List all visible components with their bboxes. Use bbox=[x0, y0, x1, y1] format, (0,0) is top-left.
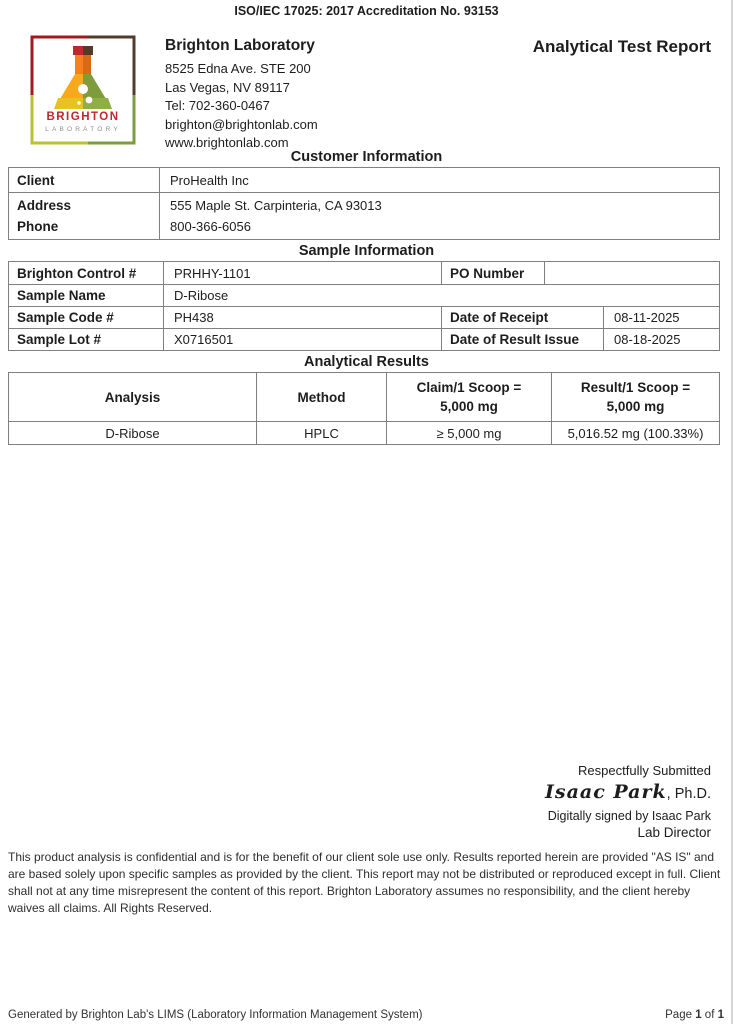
disclaimer-text: This product analysis is confidential and is for the benefit of our client sole use only. Results reported herein are provided "AS IS" and are based solely upon specific samples as provided by the client. This report may not be distributed or reproduced except in full. Client shall not at any time misrepresent the content of this report. Brighton Laboratory assumes no responsibility, and the client hereby waives all claims. All Rights Reserved. bbox=[8, 850, 721, 915]
analysis-value: D-Ribose bbox=[105, 425, 160, 441]
address-phone-labels bbox=[9, 193, 159, 239]
date-of-result-issue-label: Date of Result Issue bbox=[441, 329, 603, 350]
table-row bbox=[9, 262, 719, 284]
results-header-row bbox=[9, 373, 719, 421]
lab-website: www.brightonlab.com bbox=[165, 135, 289, 150]
table-row bbox=[9, 168, 719, 192]
analytical-results-title: Analytical Results bbox=[304, 354, 429, 370]
sample-lot-label: Sample Lot # bbox=[17, 332, 102, 347]
date-of-receipt-value: 08-11-2025 bbox=[603, 307, 719, 328]
customer-info-table bbox=[8, 167, 720, 240]
sample-code-value: PH438 bbox=[163, 307, 441, 328]
claim-column-header bbox=[386, 373, 551, 421]
table-row bbox=[9, 328, 719, 350]
lab-address-line1: 8525 Edna Ave. STE 200 bbox=[165, 61, 311, 76]
respectfully-submitted: Respectfully Submitted bbox=[578, 763, 711, 778]
lab-phone: Tel: 702-360-0467 bbox=[165, 98, 270, 113]
signature-credentials: , Ph.D. bbox=[666, 786, 711, 802]
sample-name-label: Sample Name bbox=[17, 288, 106, 303]
claim-header-line2: 5,000 mg bbox=[440, 399, 498, 414]
claim-value: ≥ 5,000 mg bbox=[386, 422, 551, 444]
logo-word-brighton: BRIGHTON bbox=[46, 111, 120, 123]
report-header bbox=[0, 35, 733, 150]
client-value: ProHealth Inc bbox=[159, 168, 719, 192]
results-data-row bbox=[9, 421, 719, 444]
result-value: 5,016.52 mg (100.33%) bbox=[551, 422, 719, 444]
lab-address-line2: Las Vegas, NV 89117 bbox=[165, 79, 290, 95]
signature-script: Isaac Park bbox=[545, 781, 667, 803]
sample-lot-value: X0716501 bbox=[163, 329, 441, 350]
method-value: HPLC bbox=[256, 422, 386, 444]
address-value: 555 Maple St. Carpinteria, CA 93013 bbox=[170, 198, 382, 213]
signature-block bbox=[545, 763, 711, 840]
accreditation-line: ISO/IEC 17025: 2017 Accreditation No. 93153 bbox=[234, 4, 499, 18]
generated-by-text: Generated by Brighton Lab's LIMS (Laboratory Information Management System) bbox=[8, 1009, 423, 1021]
po-number-label: PO Number bbox=[441, 262, 544, 284]
result-header-line2: 5,000 mg bbox=[606, 399, 665, 414]
page-number: Page 1 of 1 bbox=[665, 1009, 724, 1021]
logo-word-laboratory: LABORATORY bbox=[45, 126, 121, 133]
sample-info-table bbox=[8, 261, 720, 351]
analysis-column-header: Analysis bbox=[104, 389, 161, 405]
control-number-value: PRHHY-1101 bbox=[163, 262, 441, 284]
sample-name-value: D-Ribose bbox=[163, 285, 719, 306]
sample-code-label: Sample Code # bbox=[17, 310, 114, 325]
claim-header-line1: Claim/1 Scoop = bbox=[416, 380, 522, 395]
report-title: Analytical Test Report bbox=[532, 37, 711, 56]
analytical-results-table bbox=[8, 372, 720, 445]
date-of-result-issue-value: 08-18-2025 bbox=[603, 329, 719, 350]
brighton-logo bbox=[30, 35, 136, 145]
signature-name-line bbox=[545, 781, 711, 803]
lab-name: Brighton Laboratory bbox=[165, 37, 315, 54]
sample-info-title: Sample Information bbox=[298, 243, 435, 259]
table-row bbox=[9, 306, 719, 328]
control-number-label: Brighton Control # bbox=[17, 265, 137, 281]
method-column-header: Method bbox=[256, 373, 386, 421]
address-label: Address bbox=[17, 198, 72, 213]
po-number-value bbox=[544, 262, 719, 284]
table-row bbox=[9, 192, 719, 239]
table-row bbox=[9, 284, 719, 306]
lab-email: brighton@brightonlab.com bbox=[165, 116, 318, 132]
digitally-signed-note: Digitally signed by Isaac Park bbox=[547, 809, 711, 823]
date-of-receipt-label: Date of Receipt bbox=[441, 307, 603, 328]
lab-info-block bbox=[165, 37, 318, 153]
customer-info-title: Customer Information bbox=[290, 149, 443, 165]
result-column-header bbox=[551, 373, 719, 421]
lab-director-title: Lab Director bbox=[637, 825, 711, 840]
address-phone-values bbox=[159, 193, 719, 239]
phone-value: 800-366-6056 bbox=[170, 219, 251, 234]
page-footer bbox=[8, 1009, 724, 1021]
phone-label: Phone bbox=[17, 219, 59, 234]
client-label: Client bbox=[17, 172, 55, 188]
result-header-line1: Result/1 Scoop = bbox=[580, 380, 691, 395]
